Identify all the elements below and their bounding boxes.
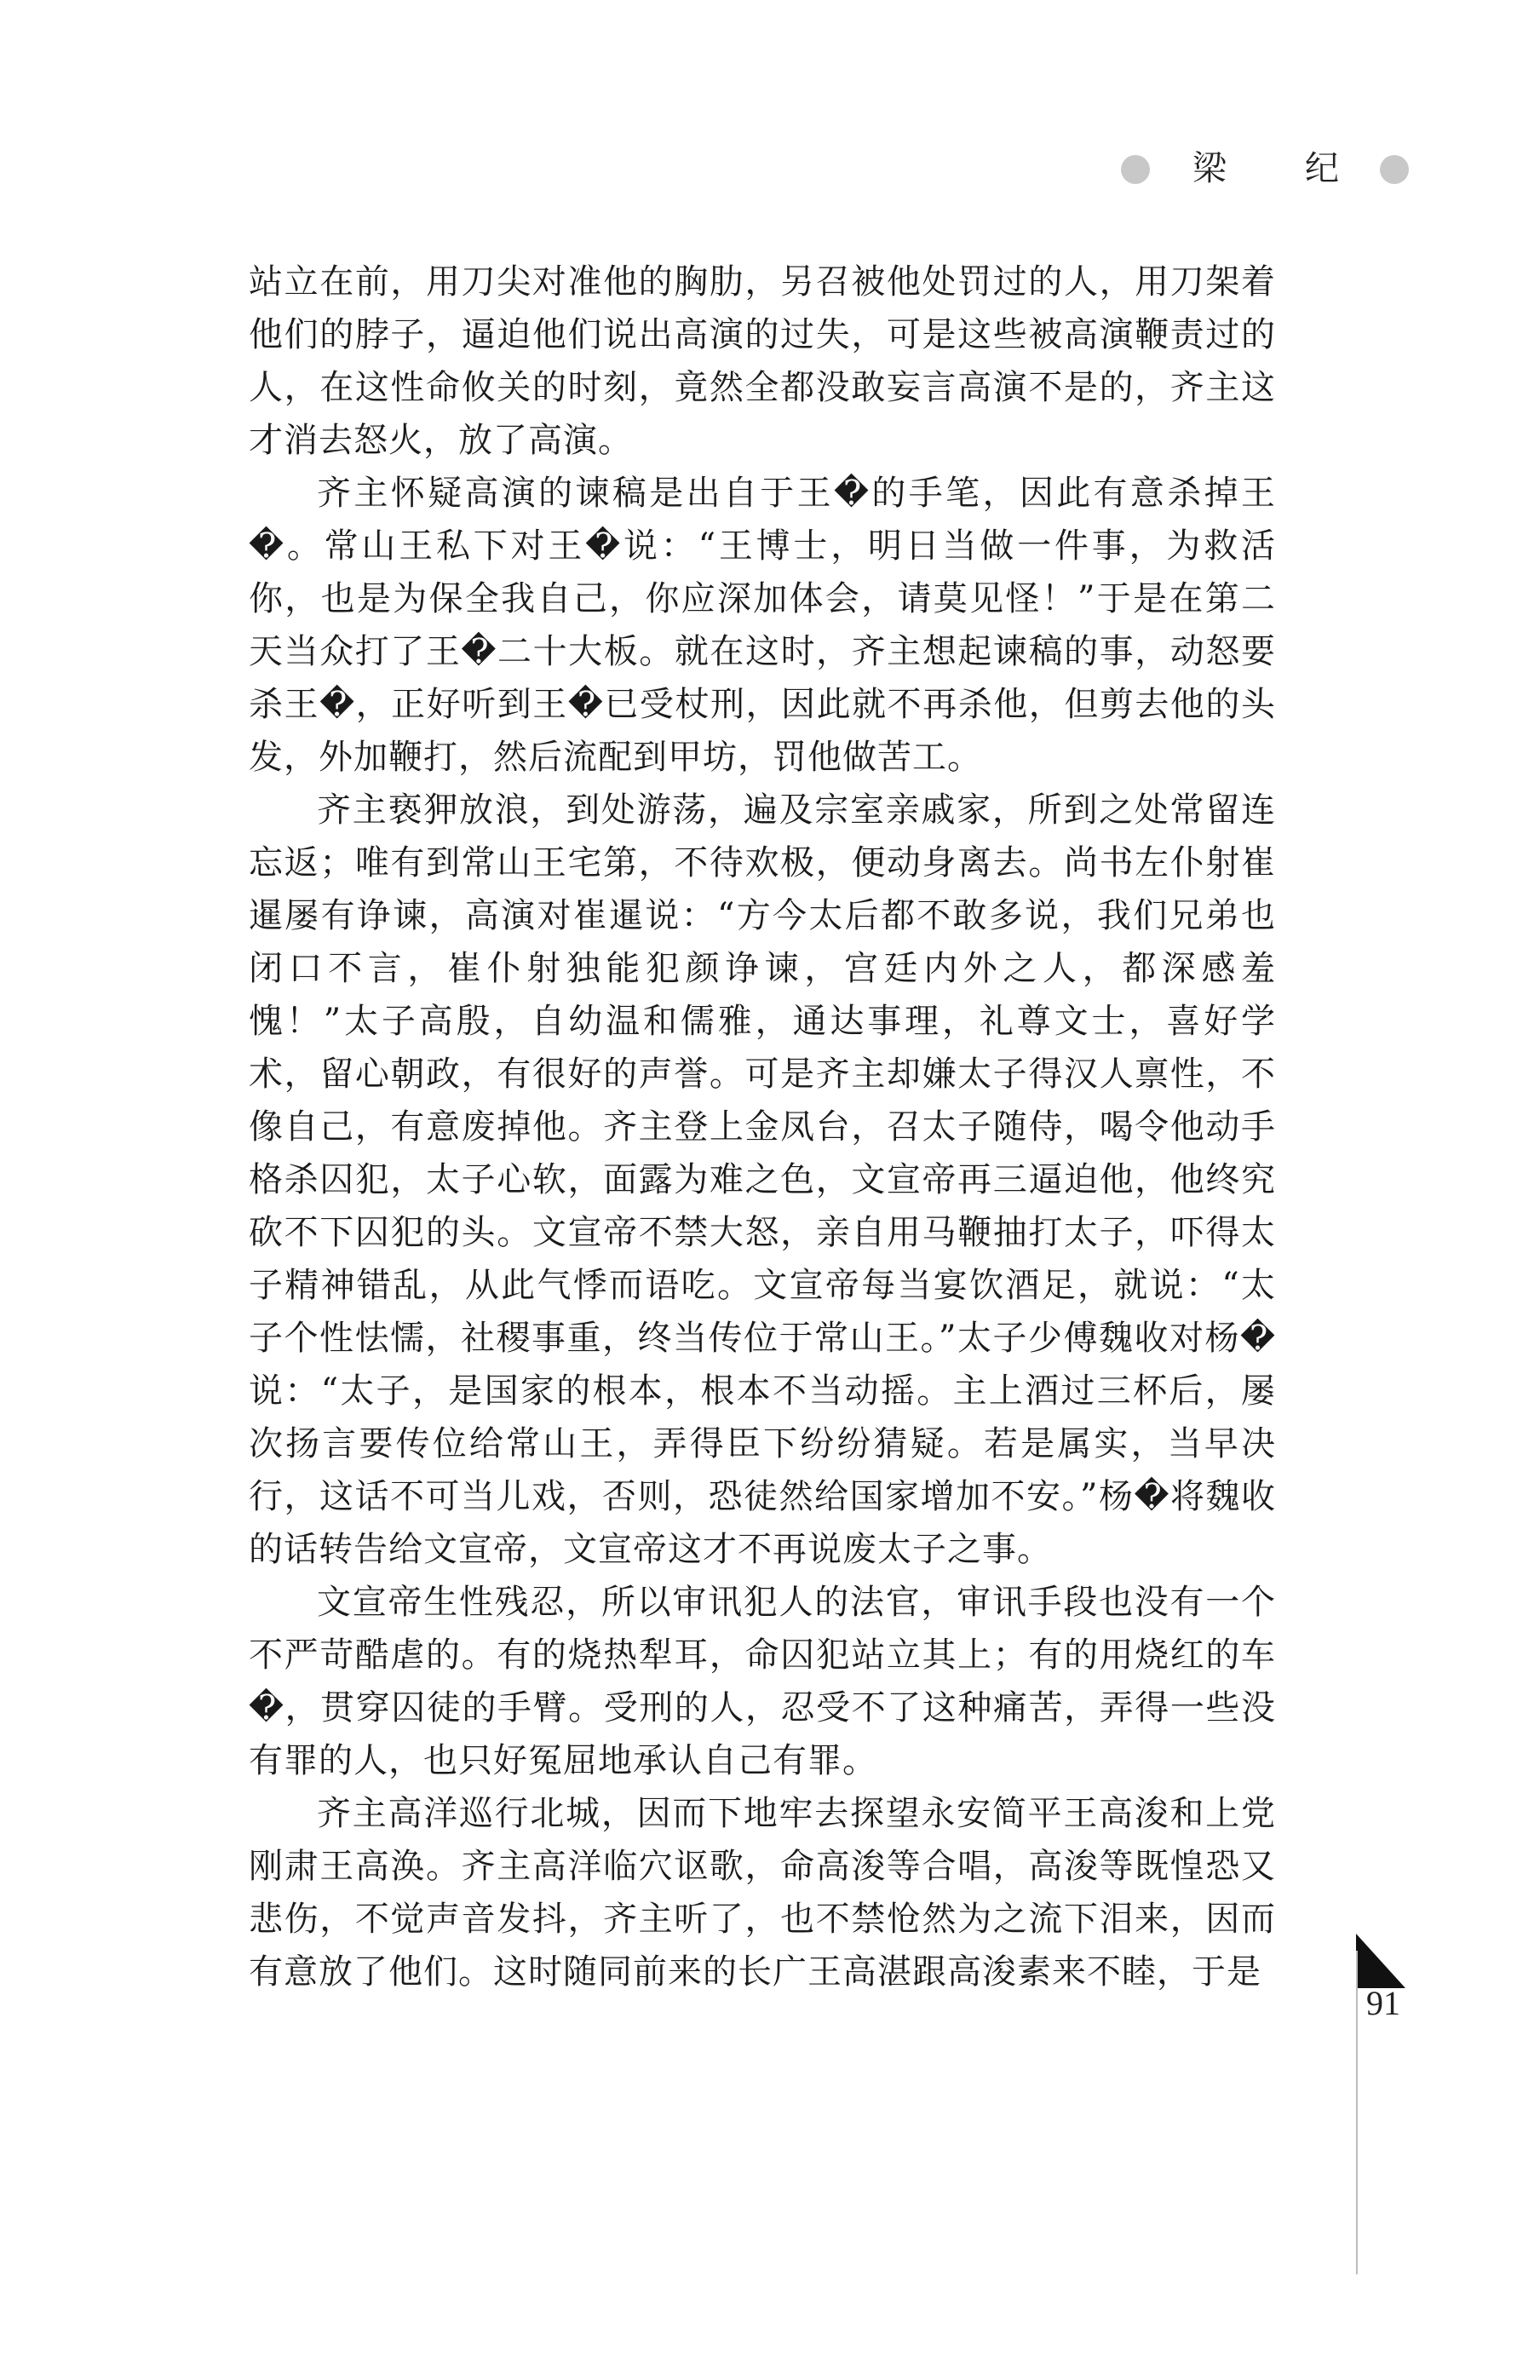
header-title-char-1: 梁: [1192, 149, 1227, 188]
paragraph-4: 文宣帝生性残忍，所以审讯犯人的法官，审讯手段也没有一个不严苛酷虐的。有的烧热犁耳，命囚犯站立其上；有的用烧红的车�，贯穿囚徒的手臂。受刑的人，忍受不了这种痛苦，弄得一些没有罪的人，也只好冤屈地承认自己有罪。: [249, 1583, 1276, 1780]
paragraph-1: 站立在前，用刀尖对准他的胸肋，另召被他处罚过的人，用刀架着他们的脖子，逼迫他们说出高演的过失，可是这些被高演鞭责过的人，在这性命攸关的时刻，竟然全都没敢妄言高演不是的，齐主这才消去怒火，放了高演。: [249, 262, 1276, 460]
body-text: [249, 256, 1276, 1998]
paragraph-3: 齐主亵狎放浪，到处游荡，遍及宗室亲戚家，所到之处常留连忘返；唯有到常山王宅第，不待欢极，便动身离去。尚书左仆射崔暹屡有诤谏，高演对崔暹说：“方今太后都不敢多说，我们兄弟也闭口不言，崔仆射独能犯颜诤谏，宫廷内外之人，都深感羞愧！”太子高殷，自幼温和儒雅，通达事理，礼尊文士，喜好学术，留心朝政，有很好的声誉。可是齐主却嫌太子得汉人禀性，不像自己，有意废掉他。齐主登上金凤台，召太子随侍，喝令他动手格杀囚犯，太子心软，面露为难之色，文宣帝再三逼迫他，他终究砍不下囚犯的头。文宣帝不禁大怒，亲自用马鞭抽打太子，吓得太子精神错乱，从此气悸而语吃。文宣帝每当宴饮酒足，就说：“太子个性怯懦，社稷事重，终当传位于常山王。”太子少傅魏收对杨�说：“太子，是国家的根本，根本不当动摇。主上酒过三杯后，屡次扬言要传位给常山王，弄得臣下纷纷猜疑。若是属实，当早决行，这话不可当儿戏，否则，恐徒然给国家增加不安。”杨�将魏收的话转告给文宣帝，文宣帝这才不再说废太子之事。: [249, 790, 1276, 1569]
header-title-char-2: 纪: [1305, 149, 1339, 188]
paragraph-5: 齐主高洋巡行北城，因而下地牢去探望永安简平王高浚和上党刚肃王高涣。齐主高洋临穴讴歌，命高浚等合唱，高浚等既惶恐又悲伤，不觉声音发抖，齐主听了，也不禁怆然为之流下泪来，因而有意放了他们。这时随同前来的长广王高湛跟高浚素来不睦，于是: [249, 1794, 1276, 1992]
corner-triangle-icon: [1356, 1934, 1405, 1988]
page-number: 91: [1366, 1984, 1400, 2022]
margin-rule: [1356, 1951, 1358, 2274]
header-dot-left-icon: [1121, 155, 1150, 184]
paragraph-2: 齐主怀疑高演的谏稿是出自于王�的手笔，因此有意杀掉王�。常山王私下对王�说：“王博士，明日当做一件事，为救活你，也是为保全我自己，你应深加体会，请莫见怪！”于是在第二天当众打了王�二十大板。就在这时，齐主想起谏稿的事，动怒要杀王�，正好听到王�已受杖刑，因此就不再杀他，但剪去他的头发，外加鞭打，然后流配到甲坊，罚他做苦工。: [249, 474, 1276, 777]
header-dot-right-icon: [1380, 155, 1409, 184]
running-header: [1107, 147, 1431, 194]
